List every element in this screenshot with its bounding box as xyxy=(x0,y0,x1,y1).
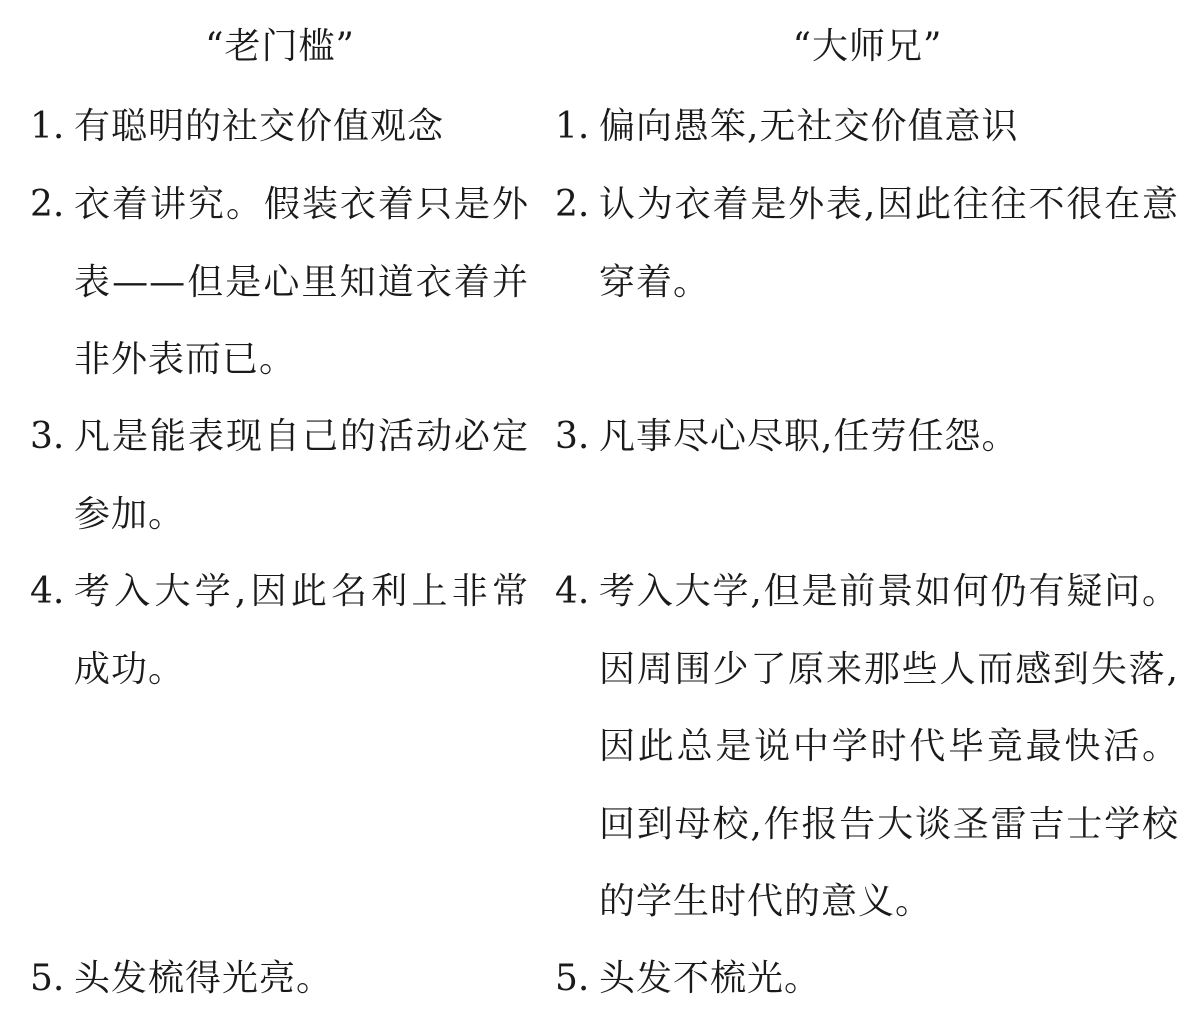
right-item-5 xyxy=(555,940,1179,1018)
right-item-3-number: 3. xyxy=(555,416,590,457)
right-item-4 xyxy=(555,553,1179,941)
left-item-3-number: 3. xyxy=(30,416,65,457)
left-item-5-number: 5. xyxy=(30,958,65,999)
right-item-1 xyxy=(555,88,1179,166)
right-item-3 xyxy=(555,398,1179,476)
left-item-2-number: 2. xyxy=(30,184,65,225)
left-item-4 xyxy=(30,553,529,708)
right-item-1-number: 1. xyxy=(555,106,590,147)
right-item-4-text: 考入大学,但是前景如何仍有疑问。因周围少了原来那些人而感到失落,因此总是说中学时代毕竟最快活。回到母校,作报告大谈圣雷吉士学校的学生时代的意义。 xyxy=(599,571,1179,922)
left-item-2 xyxy=(30,166,529,399)
right-item-2-text: 认为衣着是外表,因此往往不很在意穿着。 xyxy=(599,184,1179,303)
left-item-3 xyxy=(30,398,529,553)
right-item-2 xyxy=(555,166,1179,321)
right-item-5-number: 5. xyxy=(555,958,590,999)
right-item-3-text: 凡事尽心尽职,任劳任怨。 xyxy=(599,416,1019,457)
right-item-1-text: 偏向愚笨,无社交价值意识 xyxy=(599,106,1019,147)
left-item-1-text: 有聪明的社交价值观念 xyxy=(74,106,445,147)
left-item-3-text: 凡是能表现自己的活动必定参加。 xyxy=(74,416,529,535)
right-item-5-text: 头发不梳光。 xyxy=(599,958,822,999)
right-item-2-number: 2. xyxy=(555,184,590,225)
left-item-1-number: 1. xyxy=(30,106,65,147)
left-item-4-text: 考入大学,因此名利上非常成功。 xyxy=(74,571,529,690)
left-item-2-text: 衣着讲究。假装衣着只是外表——但是心里知道衣着并非外表而已。 xyxy=(74,184,529,380)
right-column-heading: “大师兄” xyxy=(792,26,943,67)
left-item-5-text: 头发梳得光亮。 xyxy=(74,958,334,999)
left-item-1 xyxy=(30,88,529,166)
right-item-4-number: 4. xyxy=(555,571,590,612)
left-item-5 xyxy=(30,940,529,1018)
left-column-heading: “老门槛” xyxy=(205,26,355,67)
left-item-4-number: 4. xyxy=(30,571,65,612)
